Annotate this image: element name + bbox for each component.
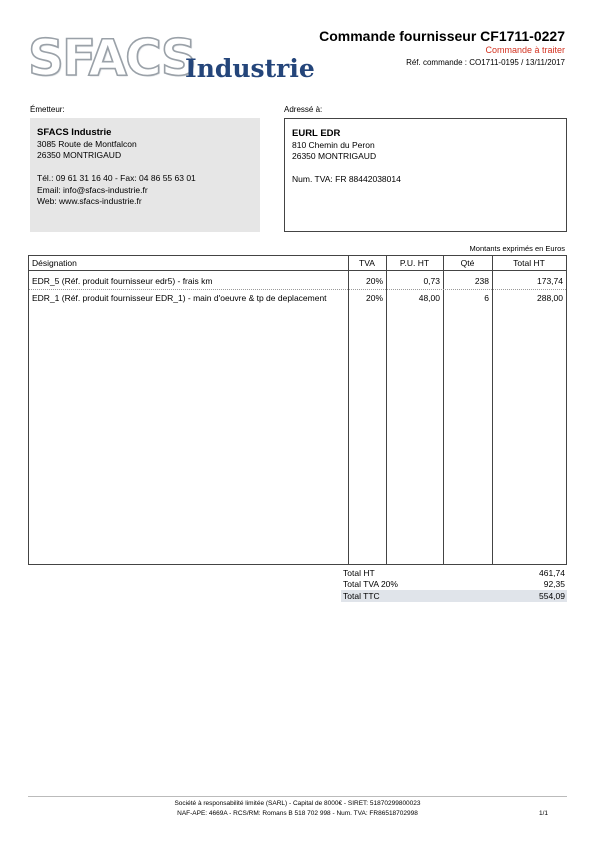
row-tva: 20% (365, 293, 383, 303)
recipient-label: Adressé à: (284, 105, 323, 114)
row-designation: EDR_5 (Réf. produit fournisseur edr5) - frais km (32, 276, 213, 286)
total-ttc-label: Total TTC (343, 591, 380, 601)
header-unit-price: P.U. HT (399, 258, 430, 268)
company-logo (28, 30, 318, 86)
row-designation: EDR_1 (Réf. produit fournisseur EDR_1) - main d'oeuvre & tp de deplacement (32, 293, 327, 303)
sender-label: Émetteur: (30, 105, 65, 114)
page-number: 1/1 (538, 810, 548, 817)
recipient-name: EURL EDR (292, 128, 341, 139)
sender-web: Web: www.sfacs-industrie.fr (37, 196, 142, 206)
footer-divider (28, 796, 567, 797)
sender-phone: Tél.: 09 61 31 16 40 - Fax: 04 86 55 63 01 (37, 173, 196, 183)
sender-email: Email: info@sfacs-industrie.fr (37, 184, 148, 195)
row-total: 173,74 (537, 276, 563, 286)
row-quantity: 6 (484, 293, 489, 303)
total-tva-row (341, 578, 567, 590)
order-status: Commande à traiter (485, 45, 565, 55)
row-tva: 20% (365, 276, 383, 286)
currency-note: Montants exprimés en Euros (469, 244, 565, 253)
footer-legal-line2: NAF-APE: 4669A - RCS/RM: Romans B 518 702 998 - Num. TVA: FR86518702998 (177, 810, 418, 817)
header-total: Total HT (513, 258, 545, 268)
sender-box (30, 118, 260, 232)
footer-legal-line1: Société à responsabilité limitée (SARL) - Capital de 8000€ - SIRET: 51870299800023 (174, 800, 421, 807)
logo-brand: SFACS (28, 29, 195, 87)
header-tva: TVA (359, 258, 375, 268)
row-total: 288,00 (537, 293, 563, 303)
recipient-address-line2: 26350 MONTRIGAUD (292, 151, 377, 161)
order-lines-table (28, 255, 567, 565)
sender-address-line2: 26350 MONTRIGAUD (37, 150, 122, 160)
recipient-address-line1: 810 Chemin du Peron (292, 139, 375, 150)
total-ttc-row (341, 590, 567, 602)
total-ht-label: Total HT (343, 568, 375, 578)
sender-address-line1: 3085 Route de Montfalcon (37, 138, 137, 149)
order-reference: Réf. commande : CO1711-0195 / 13/11/2017 (406, 58, 565, 67)
logo-suffix: Industrie (185, 54, 315, 83)
row-quantity: 238 (474, 276, 489, 286)
header-quantity: Qté (460, 258, 475, 268)
total-ht-value: 461,74 (539, 568, 565, 578)
total-tva-value: 92,35 (543, 579, 565, 589)
total-tva-label: Total TVA 20% (343, 579, 398, 589)
document-title: Commande fournisseur CF1711-0227 (319, 28, 565, 44)
header-designation: Désignation (32, 258, 77, 268)
row-unit-price: 48,00 (418, 293, 440, 303)
row-unit-price: 0,73 (423, 276, 440, 286)
sender-name: SFACS Industrie (37, 127, 112, 138)
total-ttc-value: 554,09 (539, 591, 565, 601)
recipient-vat: Num. TVA: FR 88442038014 (292, 174, 401, 184)
recipient-box (284, 118, 567, 232)
